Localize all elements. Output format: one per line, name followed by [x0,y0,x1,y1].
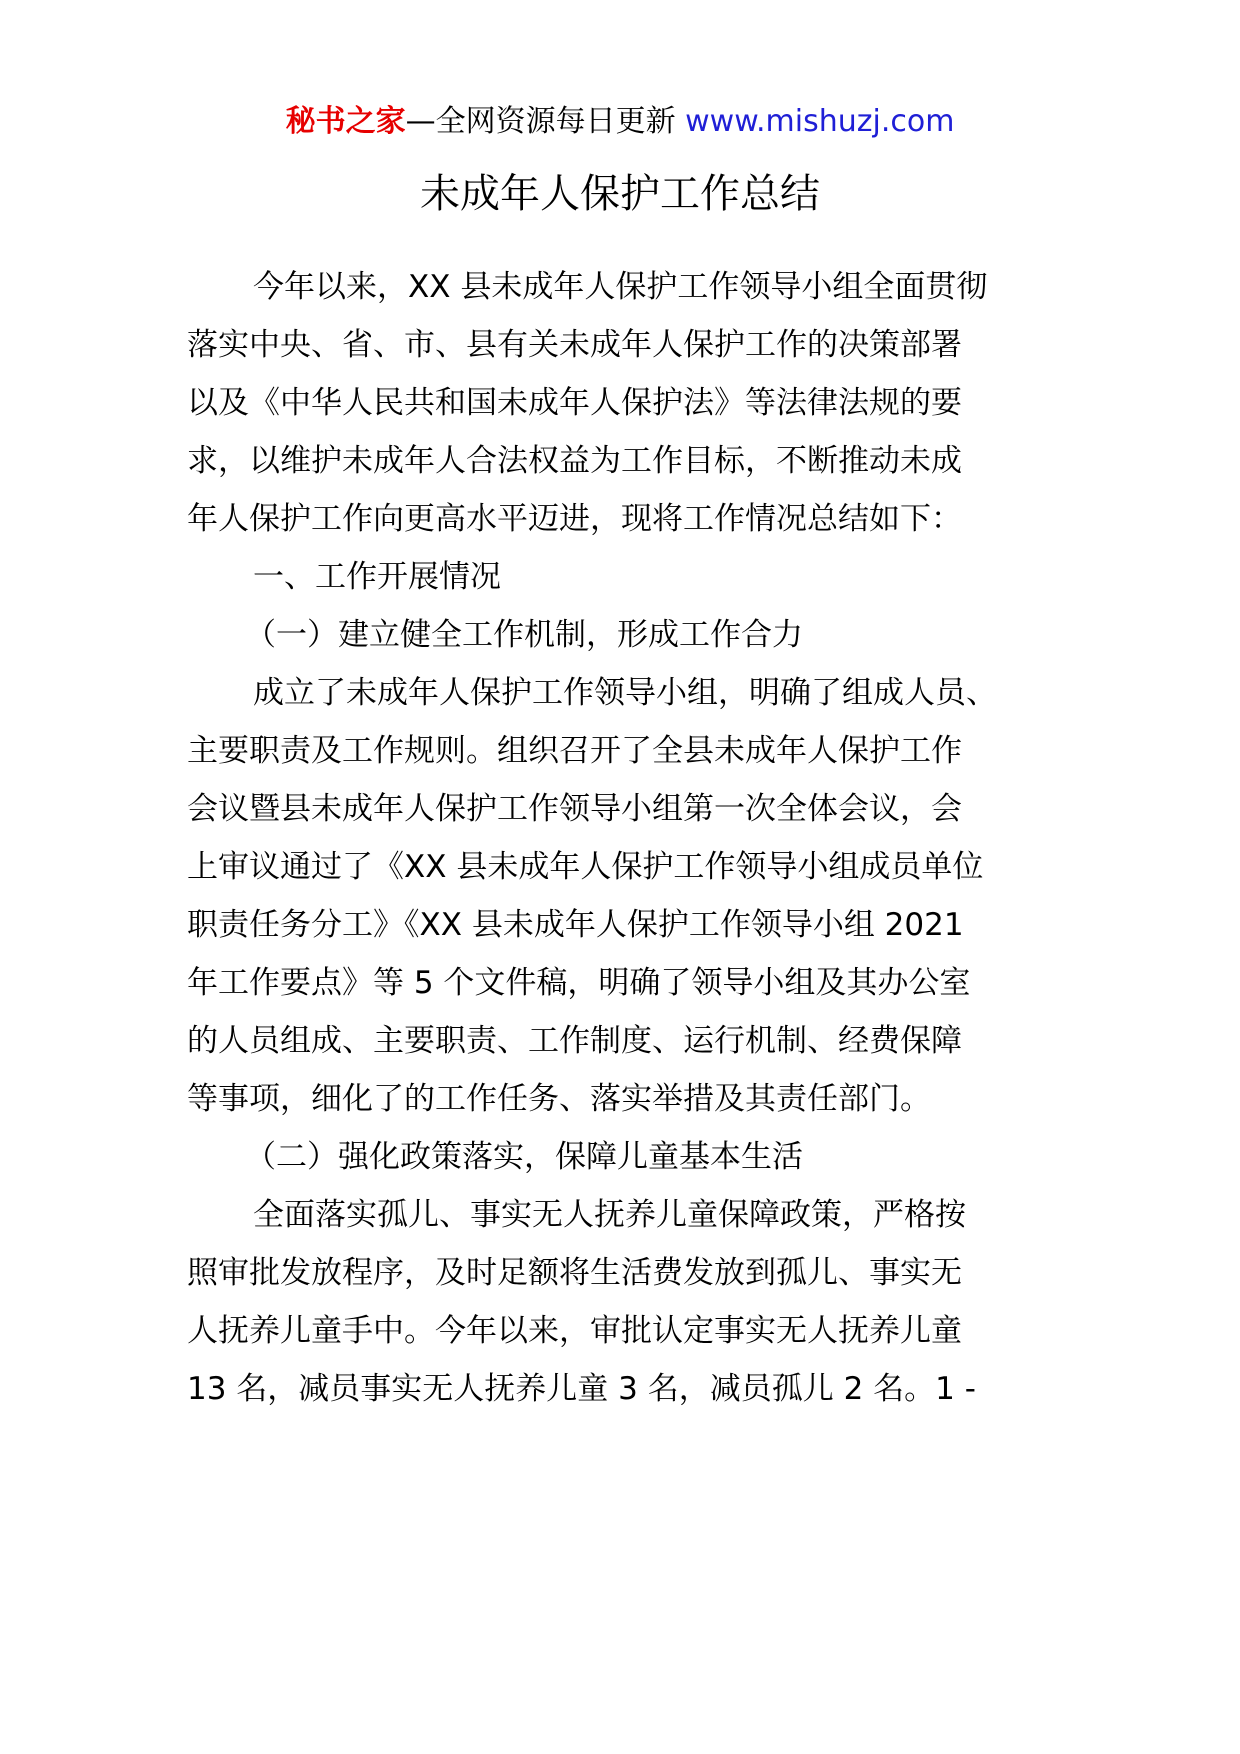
site-slogan: —全网资源每日更新 [405,104,686,139]
body-line-16: 人抚养儿童手中。今年以来，审批认定事实无人抚养儿童 [187,1313,962,1349]
site-banner [0,100,1240,144]
body-line-7: 主要职责及工作规则。组织召开了全县未成年人保护工作 [187,733,962,769]
body-line-11: 年工作要点》等 5 个文件稿，明确了领导小组及其办公室 [187,965,971,1001]
subsection-heading-2: （二）强化政策落实，保障儿童基本生活 [245,1139,803,1175]
body-line-2: 落实中央、省、市、县有关未成年人保护工作的决策部署 [187,327,962,363]
body-line-17: 13 名，减员事实无人抚养儿童 3 名，减员孤儿 2 名。1 - [187,1371,976,1407]
section-heading-1: 一、工作开展情况 [253,559,501,595]
document-title: 未成年人保护工作总结 [420,171,820,217]
body-line-13: 等事项，细化了的工作任务、落实举措及其责任部门。 [187,1081,931,1117]
body-line-8: 会议暨县未成年人保护工作领导小组第一次全体会议，会 [187,791,962,827]
brand-name: 秘书之家 [285,104,406,139]
body-line-10: 职责任务分工》《XX 县未成年人保护工作领导小组 2021 [187,907,964,943]
body-line-14: 全面落实孤儿、事实无人抚养儿童保障政策，严格按 [253,1197,966,1233]
body-line-15: 照审批发放程序，及时足额将生活费发放到孤儿、事实无 [187,1255,962,1291]
site-url-link[interactable]: www.mishuzj.com [685,104,955,139]
subsection-heading-1: （一）建立健全工作机制，形成工作合力 [245,617,803,653]
body-line-5: 年人保护工作向更高水平迈进，现将工作情况总结如下： [187,501,962,537]
body-line-9: 上审议通过了《XX 县未成年人保护工作领导小组成员单位 [187,849,984,885]
body-line-1: 今年以来，XX 县未成年人保护工作领导小组全面贯彻 [253,269,988,305]
body-line-4: 求，以维护未成年人合法权益为工作目标，不断推动未成 [187,443,962,479]
body-line-3: 以及《中华人民共和国未成年人保护法》等法律法规的要 [187,385,962,421]
body-line-12: 的人员组成、主要职责、工作制度、运行机制、经费保障 [187,1023,962,1059]
body-line-6: 成立了未成年人保护工作领导小组，明确了组成人员、 [253,675,997,711]
